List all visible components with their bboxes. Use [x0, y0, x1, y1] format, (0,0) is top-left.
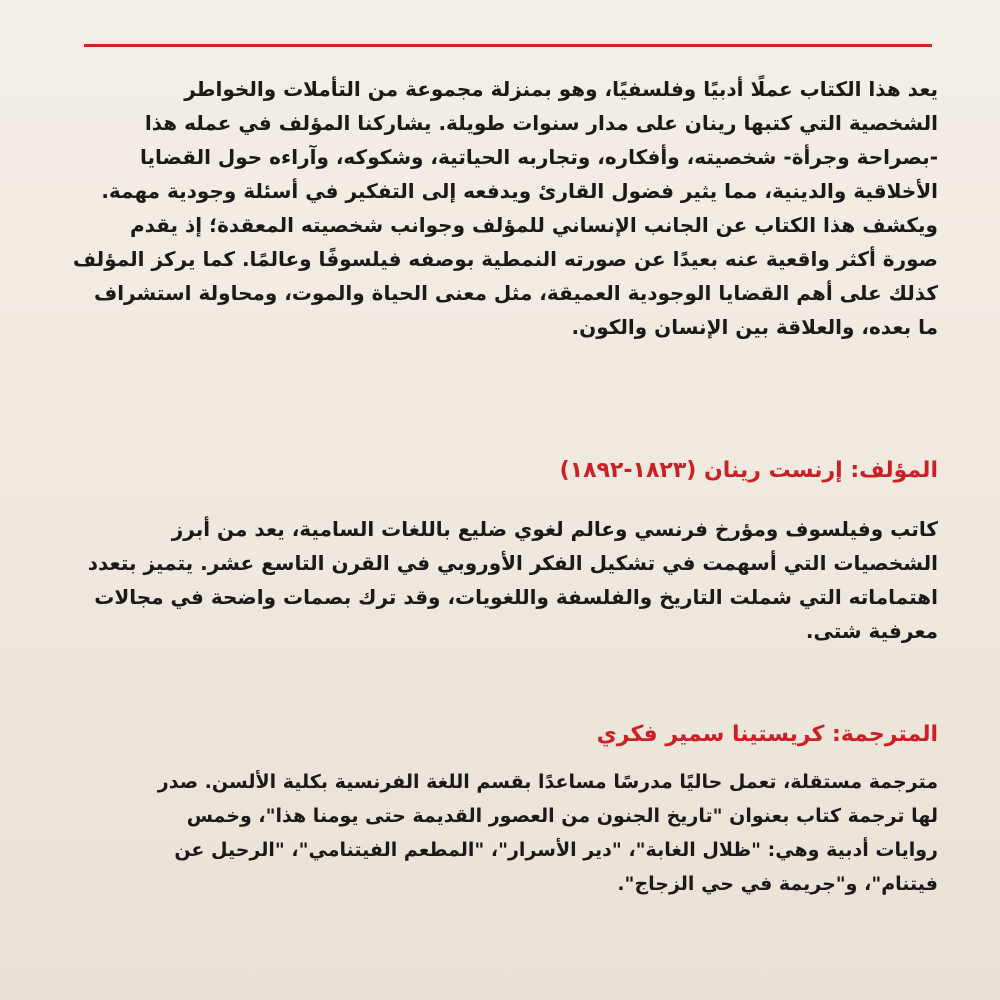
summary-line: صورة أكثر واقعية عنه بعيدًا عن صورته النمطية بوصفه فيلسوفًا وعالمًا. كما يركز المؤلف — [72, 247, 938, 271]
author-bio-line: الشخصيات التي أسهمت في تشكيل الفكر الأوروبي في القرن التاسع عشر. يتميز بتعدد — [87, 551, 938, 575]
book-summary — [70, 72, 938, 344]
author-bio-line: اهتماماته التي شملت التاريخ والفلسفة واللغويات، وقد ترك بصمات واضحة في مجالات — [94, 585, 938, 609]
translator-bio — [70, 765, 938, 901]
translator-bio-line: لها ترجمة كتاب بعنوان "تاريخ الجنون من العصور القديمة حتى يومنا هذا"، وخمس — [186, 805, 938, 827]
author-bio — [70, 512, 938, 648]
top-red-rule — [84, 44, 932, 47]
author-bio-line: معرفية شتى. — [805, 619, 938, 643]
author-bio-line: كاتب وفيلسوف ومؤرخ فرنسي وعالم لغوي ضليع باللغات السامية، يعد من أبرز — [171, 517, 938, 541]
translator-bio-line: فيتنام"، و"جريمة في حي الزجاج". — [617, 873, 938, 895]
summary-line: كذلك على أهم القضايا الوجودية العميقة، مثل معنى الحياة والموت، ومحاولة استشراف — [93, 281, 938, 305]
summary-line: -بصراحة وجرأة- شخصيته، وأفكاره، وتجاربه الحياتية، وشكوكه، وآراءه حول القضايا — [139, 145, 938, 169]
translator-bio-line: روايات أدبية وهي: "ظلال الغابة"، "دير الأسرار"، "المطعم الفيتنامي"، "الرحيل عن — [174, 839, 938, 861]
summary-line: الشخصية التي كتبها رينان على مدار سنوات طويلة. يشاركنا المؤلف في عمله هذا — [144, 111, 938, 135]
summary-line: الأخلاقية والدينية، مما يثير فضول القارئ ويدفعه إلى التفكير في أسئلة وجودية مهمة. — [101, 179, 938, 203]
summary-line: ويكشف هذا الكتاب عن الجانب الإنساني للمؤلف وجوانب شخصيته المعقدة؛ إذ يقدم — [129, 213, 938, 237]
summary-line: يعد هذا الكتاب عملًا أدبيًا وفلسفيًا، وهو بمنزلة مجموعة من التأملات والخواطر — [184, 77, 938, 101]
translator-bio-line: مترجمة مستقلة، تعمل حاليًا مدرسًا مساعدًا بقسم اللغة الفرنسية بكلية الألسن. صدر — [157, 771, 938, 793]
author-heading: المؤلف: إرنست رينان (١٨٢٣-١٨٩٢) — [559, 458, 938, 483]
translator-heading: المترجمة: كريستينا سمير فكري — [596, 722, 938, 747]
summary-line: ما بعده، والعلاقة بين الإنسان والكون. — [571, 315, 938, 339]
